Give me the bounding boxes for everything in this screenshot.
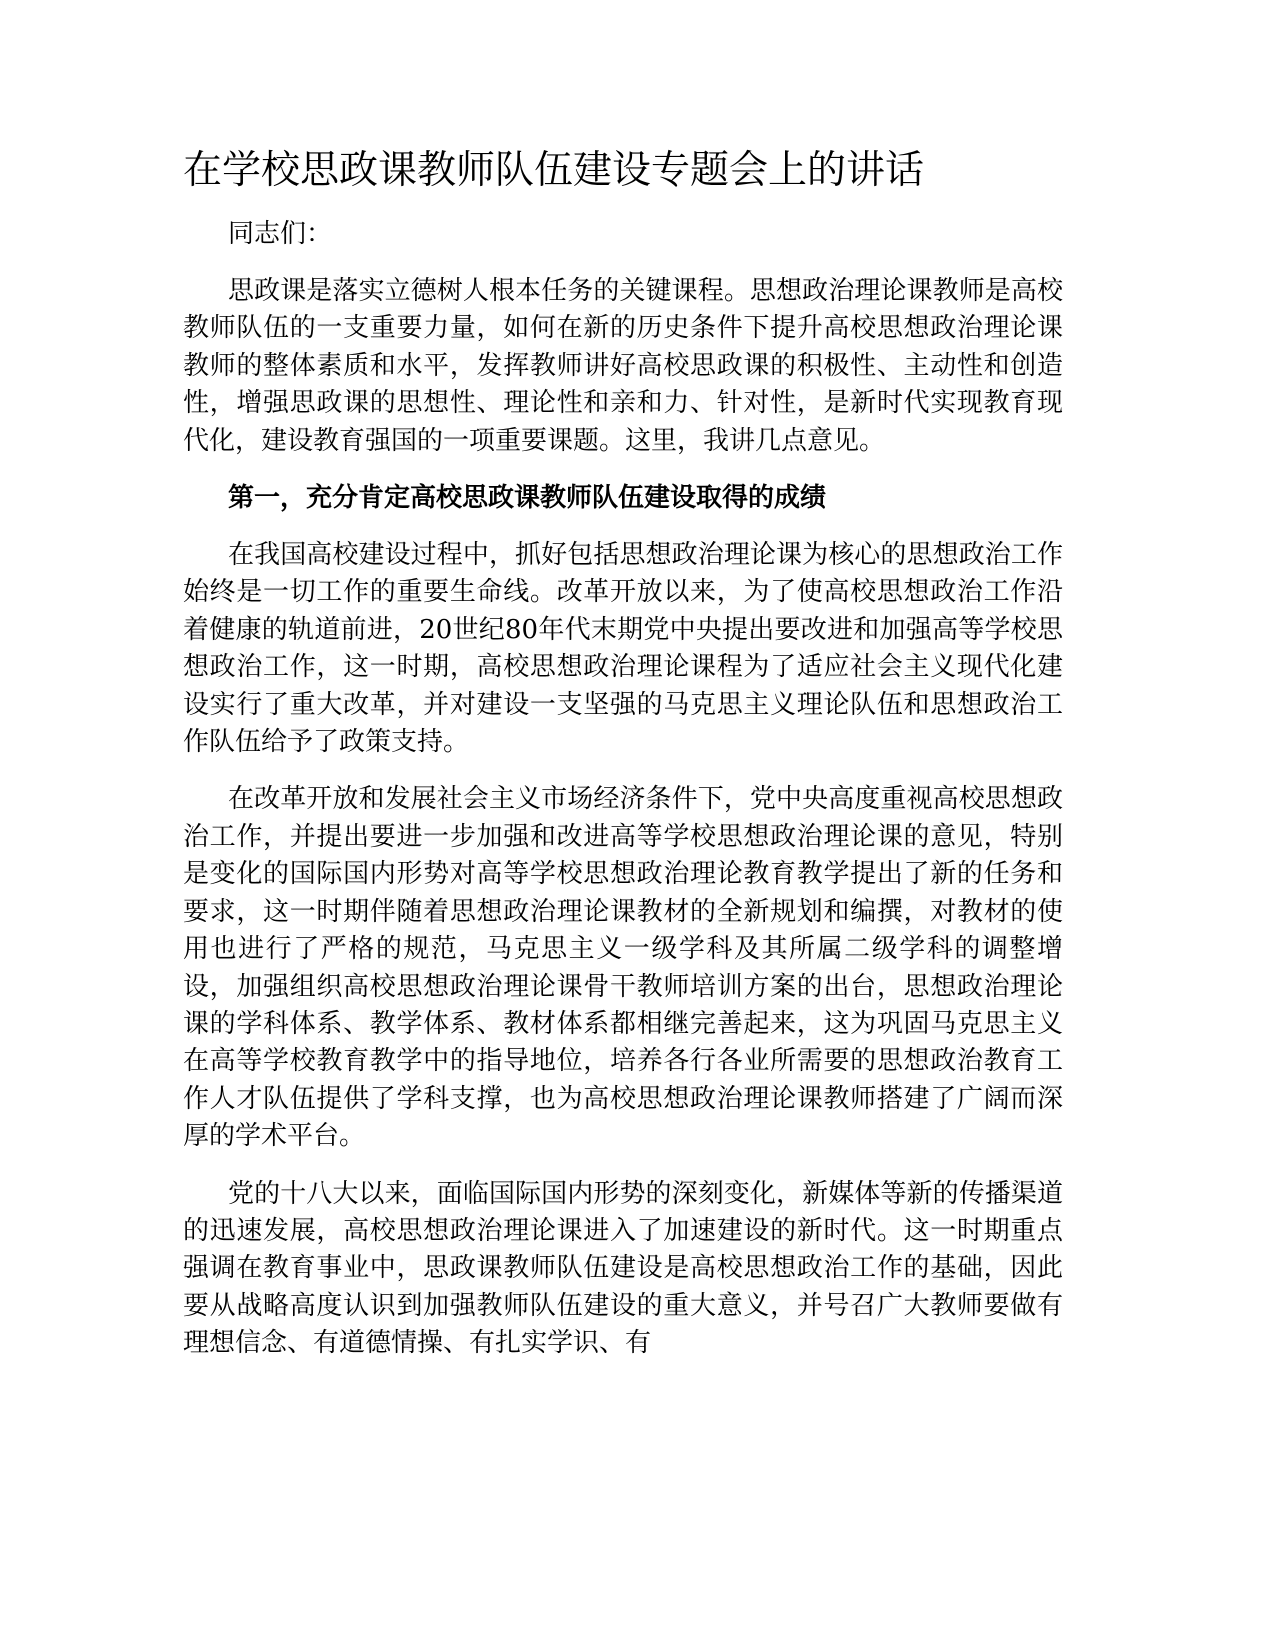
paragraph-reform: 在改革开放和发展社会主义市场经济条件下，党中央高度重视高校思想政治工作，并提出要进一步加强和改进高等学校思想政治理论课的意见，特别是变化的国际国内形势对高等学校思想政治理论教育教学提出了新的任务和要求，这一时期伴随着思想政治理论课教材的全新规划和编撰，对教材的使用也进行了严格的规范，马克思主义一级学科及其所属二级学科的调整增设，加强组织高校思想政治理论课骨干教师培训方案的出台，思想政治理论课的学科体系、教学体系、教材体系都相继完善起来，这为巩固马克思主义在高等学校教育教学中的指导地位，培养各行各业所需要的思想政治教育工作人才队伍提供了学科支撑，也为高校思想政治理论课教师搭建了广阔而深厚的学术平台。 [183,784,1063,1152]
paragraph-new-era: 党的十八大以来，面临国际国内形势的深刻变化，新媒体等新的传播渠道的迅速发展，高校思想政治理论课进入了加速建设的新时代。这一时期重点强调在教育事业中，思政课教师队伍建设是高校思想政治工作的基础，因此要从战略高度认识到加强教师队伍建设的重大意义，并号召广大教师要做有理想信念、有道德情操、有扎实学识、有 [183,1178,1063,1359]
document-title: 在学校思政课教师队伍建设专题会上的讲话 [183,148,925,193]
paragraph-intro: 思政课是落实立德树人根本任务的关键课程。思想政治理论课教师是高校教师队伍的一支重要力量，如何在新的历史条件下提升高校思想政治理论课教师的整体素质和水平，发挥教师讲好高校思政课的积极性、主动性和创造性，增强思政课的思想性、理论性和亲和力、针对性，是新时代实现教育现代化，建设教育强国的一项重要课题。这里，我讲几点意见。 [183,276,1063,456]
document-page [183,146,1063,1383]
paragraph-history: 在我国高校建设过程中，抓好包括思想政治理论课为核心的思想政治工作始终是一切工作的重要生命线。改革开放以来，为了使高校思想政治工作沿着健康的轨道前进，20世纪80年代末期党中央提出要改进和加强高等学校思想政治工作，这一时期，高校思想政治理论课程为了适应社会主义现代化建设实行了重大改革，并对建设一支坚强的马克思主义理论队伍和思想政治工作队伍给予了政策支持。 [183,540,1063,758]
section-heading-1: 第一，充分肯定高校思政课教师队伍建设取得的成绩 [228,483,827,514]
salutation: 同志们： [228,219,333,249]
